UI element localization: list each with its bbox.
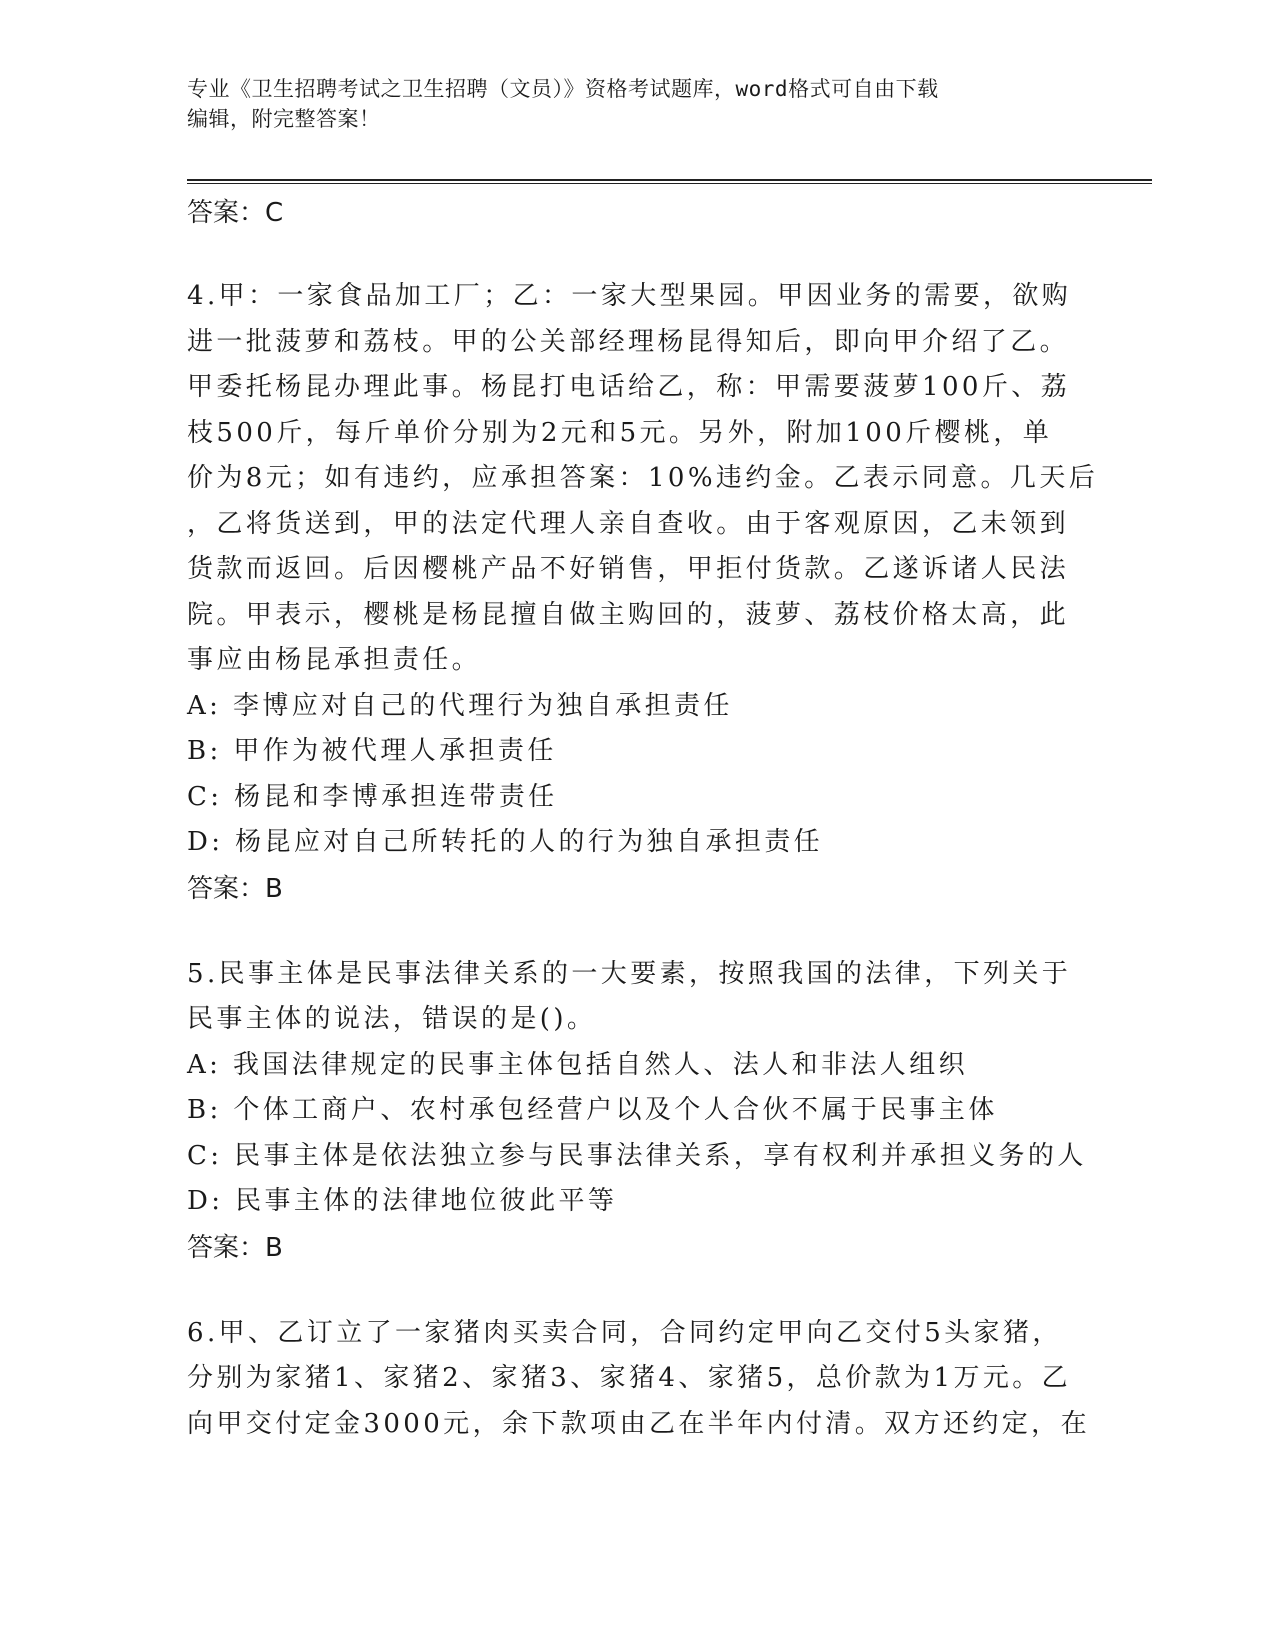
question-text-line: 院。甲表示，樱桃是杨昆擅自做主购回的，菠萝、荔枝价格太高，此: [187, 599, 1070, 630]
question-text-line: 货款而返回。后因樱桃产品不好销售，甲拒付货款。乙遂诉诸人民法: [187, 554, 1070, 584]
option-b: B: 个体工商户、农村承包经营户以及个人合伙不属于民事主体: [187, 1095, 998, 1125]
question-text-line: 价为8元；如有违约，应承担答案：10%违约金。乙表示同意。几天后: [187, 463, 1099, 493]
answer-line: 答案：B: [187, 1232, 283, 1263]
question-text-line: 民事主体的说法，错误的是()。: [187, 1004, 597, 1034]
option-d: D: 杨昆应对自己所转托的人的行为独自承担责任: [187, 827, 824, 857]
question-text-line: 进一批菠萝和荔枝。甲的公关部经理杨昆得知后，即向甲介绍了乙。: [187, 326, 1070, 357]
answer-line: 答案：C: [187, 198, 284, 228]
option-b: B: 甲作为被代理人承担责任: [187, 736, 557, 766]
option-a: A: 我国法律规定的民事主体包括自然人、法人和非法人组织: [187, 1049, 969, 1080]
question-block: [187, 1311, 1090, 1448]
document-header: [187, 74, 1087, 134]
header-rule-thin: [187, 183, 1152, 184]
question-block: [187, 952, 1087, 1271]
question-text-line: ，乙将货送到，甲的法定代理人亲自查收。由于客观原因，乙未领到: [187, 508, 1070, 539]
header-line: 专业《卫生招聘考试之卫生招聘（文员）》资格考试题库，word格式可自由下载: [187, 77, 939, 101]
question-text-line: 6.甲、乙订立了一家猪肉买卖合同，合同约定甲向乙交付5头家猪，: [187, 1317, 1062, 1348]
option-c: C: 民事主体是依法独立参与民事法律关系，享有权利并承担义务的人: [187, 1140, 1087, 1171]
document-body: [187, 190, 1099, 1447]
question-text-line: 事应由杨昆承担责任。: [187, 645, 482, 675]
question-block: [187, 274, 1099, 912]
question-text-line: 甲委托杨昆办理此事。杨昆打电话给乙，称：甲需要菠萝100斤、荔: [187, 372, 1071, 402]
header-rule-thick: [187, 179, 1152, 181]
answer-line: 答案：B: [187, 873, 283, 904]
option-c: C: 杨昆和李博承担连带责任: [187, 781, 558, 812]
question-text-line: 向甲交付定金3000元，余下款项由乙在半年内付清。双方还约定，在: [187, 1408, 1090, 1439]
option-a: A: 李博应对自己的代理行为独自承担责任: [187, 690, 733, 721]
question-text-line: 枝500斤，每斤单价分别为2元和5元。另外，附加100斤樱桃，单: [187, 417, 1053, 448]
option-d: D: 民事主体的法律地位彼此平等: [187, 1186, 618, 1216]
header-line: 编辑，附完整答案！: [187, 107, 381, 131]
question-text-line: 5.民事主体是民事法律关系的一大要素，按照我国的法律，下列关于: [187, 958, 1072, 989]
question-text-line: 4.甲：一家食品加工厂；乙：一家大型果园。甲因业务的需要，欲购: [187, 281, 1072, 311]
question-text-line: 分别为家猪1、家猪2、家猪3、家猪4、家猪5，总价款为1万元。乙: [187, 1363, 1072, 1393]
